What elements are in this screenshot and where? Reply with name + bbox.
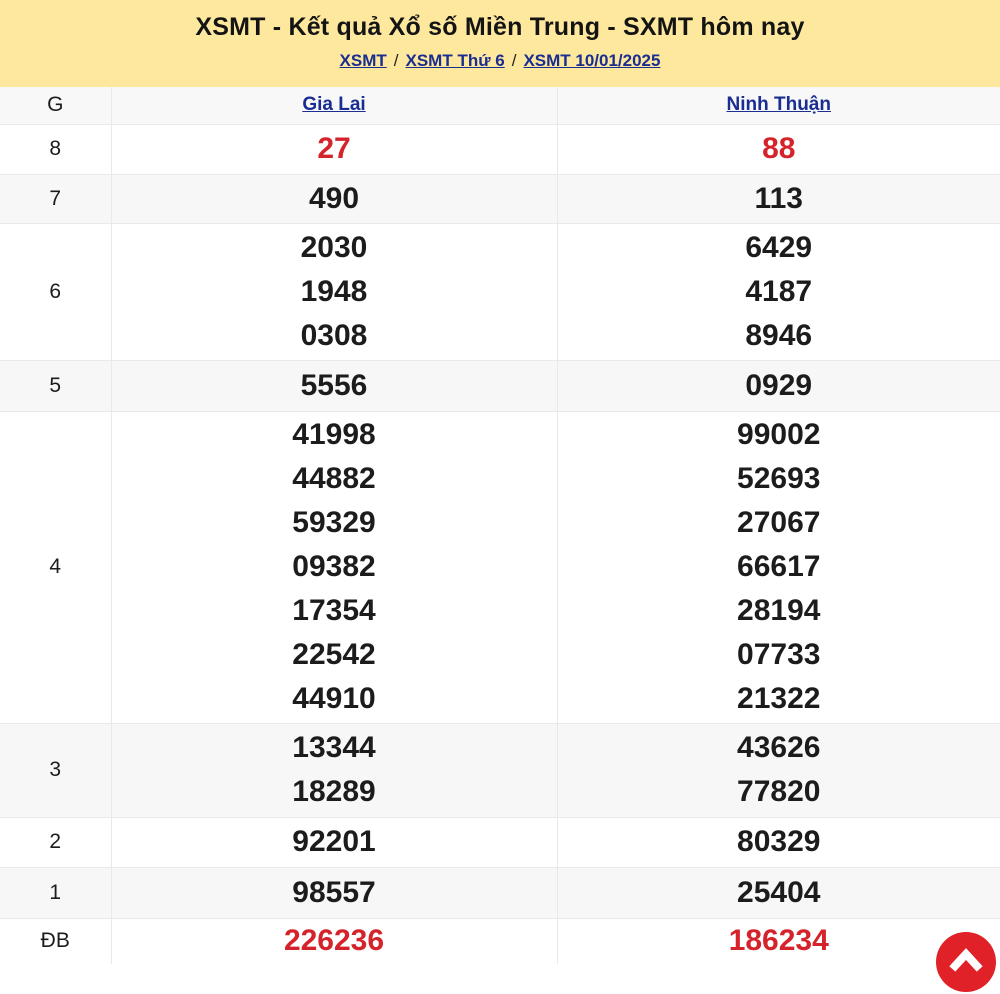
chevron-up-icon	[936, 931, 996, 994]
prize-value: 09382	[112, 545, 557, 589]
prize-value: 13344	[112, 726, 557, 770]
prize-value: 98557	[112, 871, 557, 915]
breadcrumb-link-xsmt-thu-6[interactable]: XSMT Thứ 6	[406, 51, 505, 70]
prize-value: 17354	[112, 589, 557, 633]
prize-value: 0308	[112, 314, 557, 358]
prize-value: 27067	[558, 501, 1000, 545]
prize-value: 66617	[558, 545, 1000, 589]
prize-value: 4187	[558, 270, 1000, 314]
page-title: XSMT - Kết quả Xổ số Miền Trung - SXMT hôm nay	[0, 13, 1000, 42]
prize-row-db	[0, 918, 1000, 964]
prize-value: 99002	[558, 413, 1000, 457]
prize-row-3	[0, 723, 1000, 817]
prize-row-6	[0, 223, 1000, 360]
header-banner	[0, 0, 1000, 87]
prize-value: 18289	[112, 770, 557, 814]
prize-value: 52693	[558, 457, 1000, 501]
prize-column-header: G	[0, 87, 111, 124]
province-link-ninh-thuan[interactable]: Ninh Thuận	[727, 94, 831, 115]
prize-value: 92201	[112, 820, 557, 864]
prize-value: 21322	[558, 677, 1000, 721]
prize-row-1	[0, 867, 1000, 918]
lottery-results-table	[0, 87, 1000, 964]
prize-value: 5556	[112, 364, 557, 408]
prize-value: 41998	[112, 413, 557, 457]
prize-row-2	[0, 817, 1000, 867]
prize-value: 226236	[112, 919, 557, 963]
prize-value: 186234	[558, 919, 1000, 963]
prize-row-7	[0, 174, 1000, 223]
breadcrumb	[0, 51, 1000, 71]
prize-value: 490	[112, 177, 557, 221]
table-header-row	[0, 87, 1000, 124]
prize-label: 7	[0, 174, 111, 223]
prize-label: 5	[0, 360, 111, 411]
prize-value: 6429	[558, 226, 1000, 270]
breadcrumb-separator: /	[512, 51, 517, 70]
prize-value: 22542	[112, 633, 557, 677]
prize-label: 8	[0, 124, 111, 174]
province-link-gia-lai[interactable]: Gia Lai	[302, 94, 365, 115]
scroll-to-top-button[interactable]	[936, 932, 996, 992]
breadcrumb-separator: /	[394, 51, 399, 70]
prize-value: 2030	[112, 226, 557, 270]
prize-row-8	[0, 124, 1000, 174]
prize-value: 113	[558, 177, 1000, 221]
prize-value: 44882	[112, 457, 557, 501]
prize-label: 2	[0, 817, 111, 867]
prize-value: 8946	[558, 314, 1000, 358]
prize-value: 43626	[558, 726, 1000, 770]
prize-value: 80329	[558, 820, 1000, 864]
prize-label: 4	[0, 411, 111, 723]
prize-value: 44910	[112, 677, 557, 721]
prize-value: 1948	[112, 270, 557, 314]
prize-label: 6	[0, 223, 111, 360]
prize-row-5	[0, 360, 1000, 411]
prize-label: ĐB	[0, 918, 111, 964]
prize-value: 88	[558, 127, 1000, 171]
prize-value: 59329	[112, 501, 557, 545]
prize-value: 25404	[558, 871, 1000, 915]
prize-value: 07733	[558, 633, 1000, 677]
prize-value: 0929	[558, 364, 1000, 408]
prize-label: 3	[0, 723, 111, 817]
breadcrumb-link-xsmt-date[interactable]: XSMT 10/01/2025	[523, 51, 660, 70]
prize-value: 77820	[558, 770, 1000, 814]
prize-label: 1	[0, 867, 111, 918]
breadcrumb-link-xsmt[interactable]: XSMT	[340, 51, 387, 70]
prize-row-4	[0, 411, 1000, 723]
prize-value: 27	[112, 127, 557, 171]
prize-value: 28194	[558, 589, 1000, 633]
